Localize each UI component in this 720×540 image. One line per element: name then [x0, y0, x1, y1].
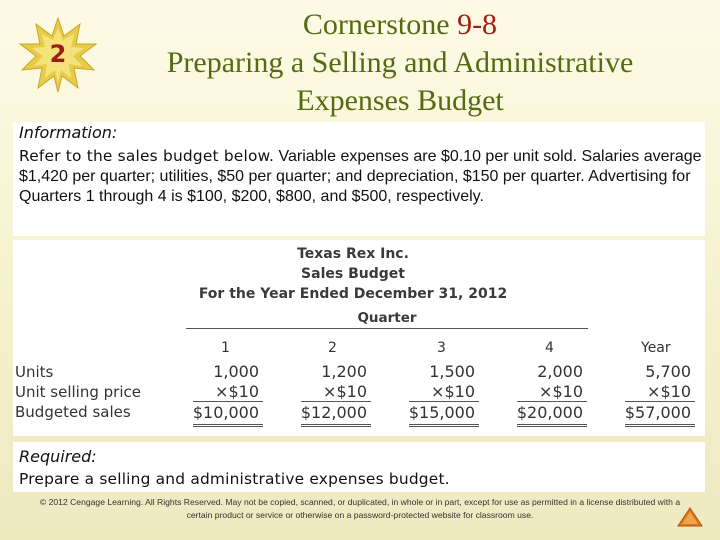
table-cell: $20,000 — [516, 403, 583, 422]
required-text: Prepare a selling and administrative expenses budget. — [19, 470, 450, 488]
table-cell: $15,000 — [408, 403, 475, 422]
subtotal-rule — [517, 401, 587, 402]
table-cell: 2,000 — [537, 362, 583, 381]
table-cell: 1,500 — [429, 362, 475, 381]
total-double-rule — [193, 424, 263, 427]
required-heading: Required: — [19, 447, 97, 466]
column-header: 1 — [221, 340, 230, 356]
total-double-rule — [517, 424, 587, 427]
copyright-notice: © 2012 Cengage Learning. All Rights Reserved. May not be copied, scanned, or duplicated, in whole or in part, except for use as permitted in a license distributed with a certain product or service or otherwise on a password-protected website for classroom use. — [39, 497, 681, 520]
table-cell: ×$10 — [647, 382, 691, 401]
table-cell: $57,000 — [624, 403, 691, 422]
next-slide-arrow-icon[interactable] — [676, 506, 704, 528]
slide-title — [110, 6, 690, 120]
row-label: Budgeted sales — [15, 403, 131, 421]
budget-company: Texas Rex Inc. — [297, 246, 409, 262]
budget-period: For the Year Ended December 31, 2012 — [198, 286, 508, 302]
total-double-rule — [625, 424, 695, 427]
title-line-3: Expenses Budget — [296, 84, 504, 117]
table-cell: $12,000 — [300, 403, 367, 422]
budget-title: Sales Budget — [301, 266, 405, 282]
information-lead: Refer to the sales budget below. — [19, 147, 275, 165]
subtotal-rule — [409, 401, 479, 402]
total-double-rule — [409, 424, 479, 427]
quarter-heading: Quarter — [357, 310, 417, 326]
title-number: 9-8 — [457, 8, 498, 41]
column-header: 3 — [437, 340, 446, 356]
starburst-badge-icon — [18, 14, 98, 94]
title-line-2: Preparing a Selling and Administrative — [166, 46, 634, 79]
column-header: Year — [641, 340, 671, 356]
table-cell: 5,700 — [645, 362, 691, 381]
table-cell: ×$10 — [539, 382, 583, 401]
information-detail: Variable expenses are $0.10 per unit sold. Salaries average $1,420 per quarter; utilities, $50 per quarter; and depreciation, $150 per quarter. Advertising for Quarters 1 through 4 is $100, $200, $800, and $500, respectively. — [19, 148, 702, 205]
quarter-divider — [186, 328, 588, 329]
subtotal-rule — [193, 401, 263, 402]
total-double-rule — [301, 424, 371, 427]
table-cell: 1,000 — [213, 362, 259, 381]
row-label: Units — [15, 363, 54, 381]
information-box — [13, 122, 705, 236]
table-cell: ×$10 — [323, 382, 367, 401]
table-cell: ×$10 — [215, 382, 259, 401]
badge-number: 2 — [49, 40, 67, 68]
row-label: Unit selling price — [15, 383, 141, 401]
title-line-1 — [110, 6, 690, 44]
information-text — [19, 146, 703, 207]
subtotal-rule — [625, 401, 695, 402]
table-cell: 1,200 — [321, 362, 367, 381]
column-header: 4 — [545, 340, 554, 356]
required-box — [13, 442, 705, 492]
table-cell: $10,000 — [192, 403, 259, 422]
column-header: 2 — [328, 340, 337, 356]
title-prefix: Cornerstone — [302, 8, 458, 41]
sales-budget-table — [13, 240, 705, 436]
table-cell: ×$10 — [431, 382, 475, 401]
information-heading: Information: — [19, 123, 118, 142]
subtotal-rule — [301, 401, 371, 402]
